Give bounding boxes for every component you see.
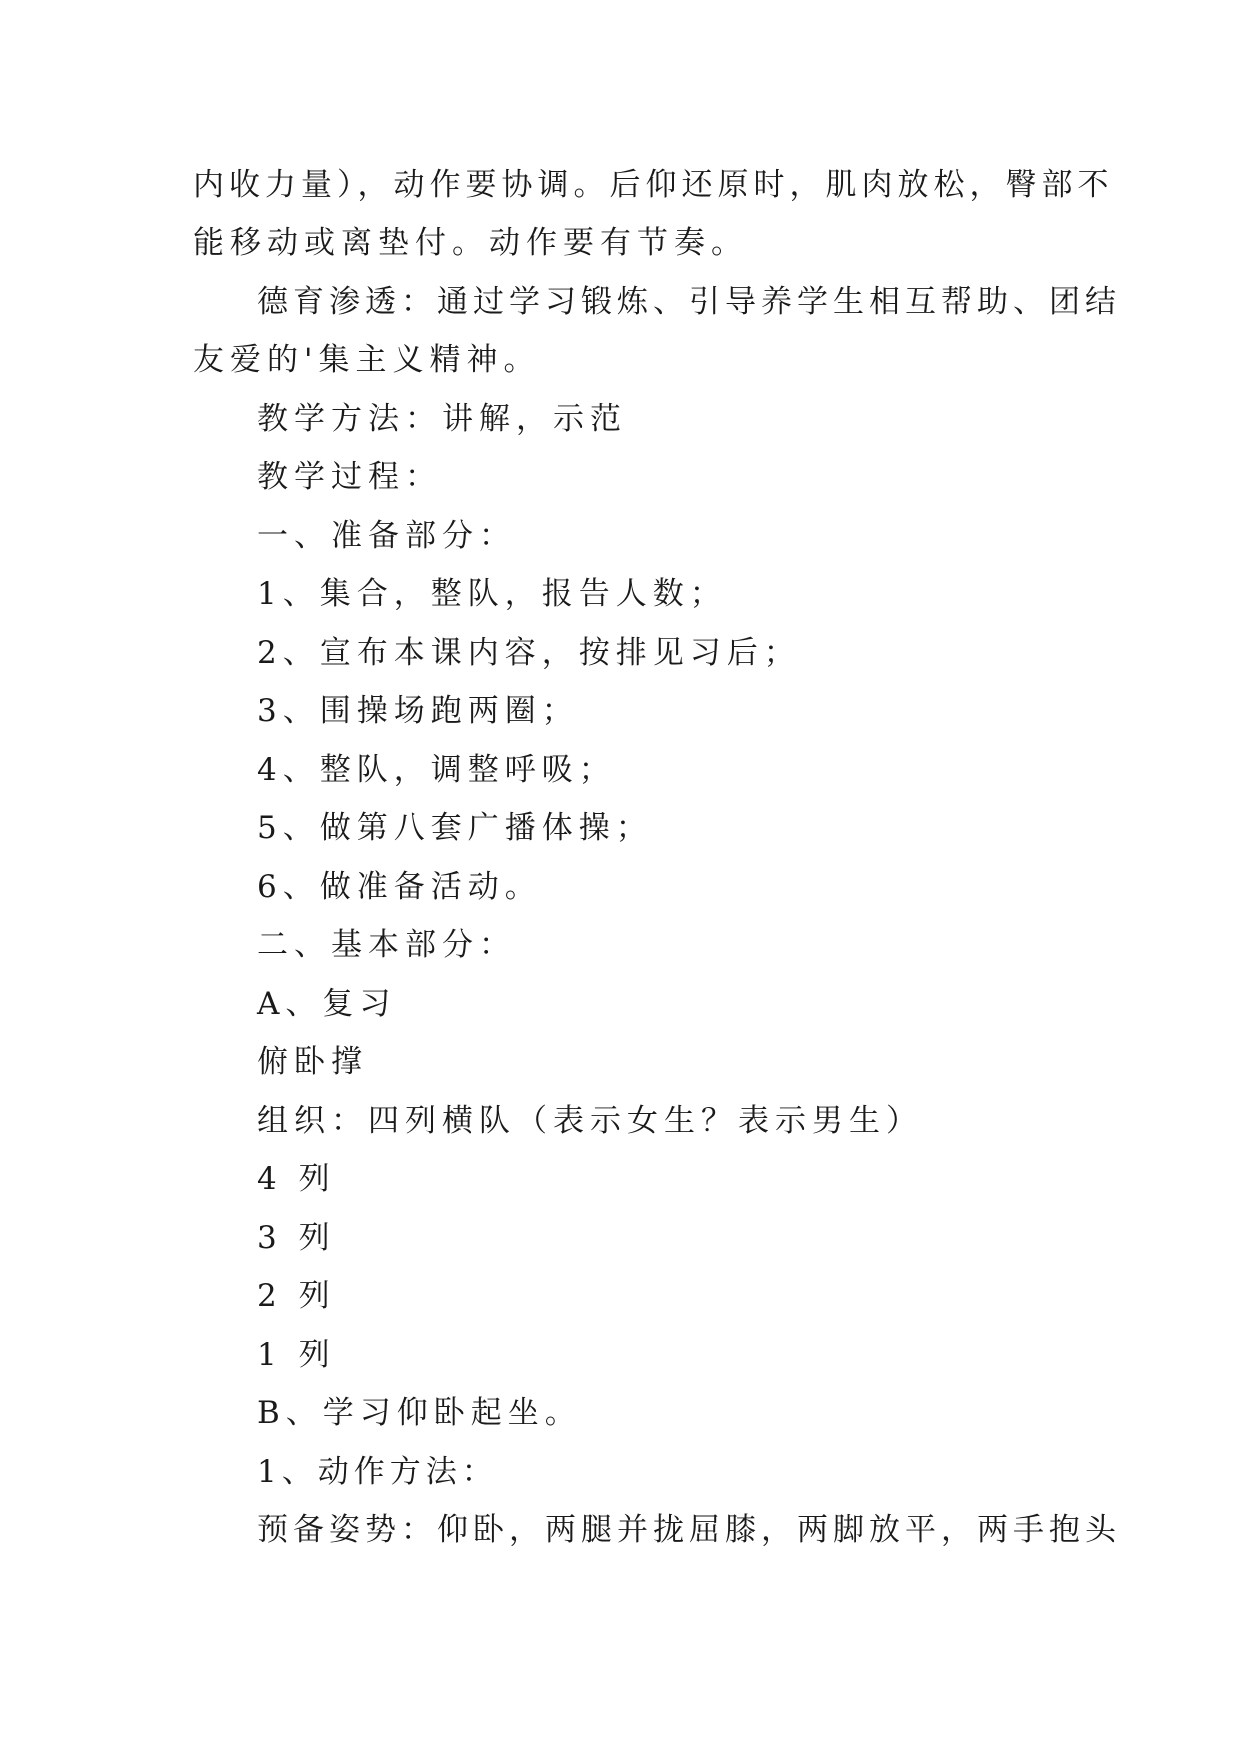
body-text-line: 能移动或离垫付。动作要有节奏。 bbox=[193, 225, 748, 261]
body-text-line: 预备姿势：仰卧，两腿并拢屈膝，两脚放平，两手抱头 bbox=[257, 1512, 1121, 1548]
body-text-line: 俯卧撑 bbox=[257, 1044, 368, 1080]
formation-row: 4 列 bbox=[257, 1161, 336, 1197]
subsection-heading: B、学习仰卧起坐。 bbox=[257, 1395, 582, 1431]
list-item: 3、围操场跑两圈； bbox=[257, 693, 579, 729]
body-text-line: 友爱的'集主义精神。 bbox=[193, 342, 541, 378]
list-item: 2、宣布本课内容，按排见习后； bbox=[257, 635, 801, 671]
section-heading: 二、基本部分： bbox=[257, 927, 516, 963]
list-item: 4、整队，调整呼吸； bbox=[257, 752, 616, 788]
list-item: 1、动作方法： bbox=[257, 1454, 498, 1490]
formation-row: 1 列 bbox=[257, 1337, 336, 1373]
formation-row: 3 列 bbox=[257, 1220, 336, 1256]
list-item: 6、做准备活动。 bbox=[257, 869, 542, 905]
list-item: 1、集合，整队，报告人数； bbox=[257, 576, 727, 612]
section-heading: 一、准备部分： bbox=[257, 518, 516, 554]
body-text-line: 教学方法：讲解，示范 bbox=[257, 401, 627, 437]
list-item: 5、做第八套广播体操； bbox=[257, 810, 653, 846]
subsection-heading: A、复习 bbox=[257, 986, 397, 1022]
body-text-line: 内收力量），动作要协调。后仰还原时，肌肉放松，臀部不 bbox=[193, 167, 1114, 203]
section-heading: 教学过程： bbox=[257, 459, 442, 495]
body-text-line: 组织：四列横队（表示女生？表示男生） bbox=[257, 1103, 923, 1139]
formation-row: 2 列 bbox=[257, 1278, 336, 1314]
body-text-line: 德育渗透：通过学习锻炼、引导养学生相互帮助、团结 bbox=[257, 284, 1121, 320]
